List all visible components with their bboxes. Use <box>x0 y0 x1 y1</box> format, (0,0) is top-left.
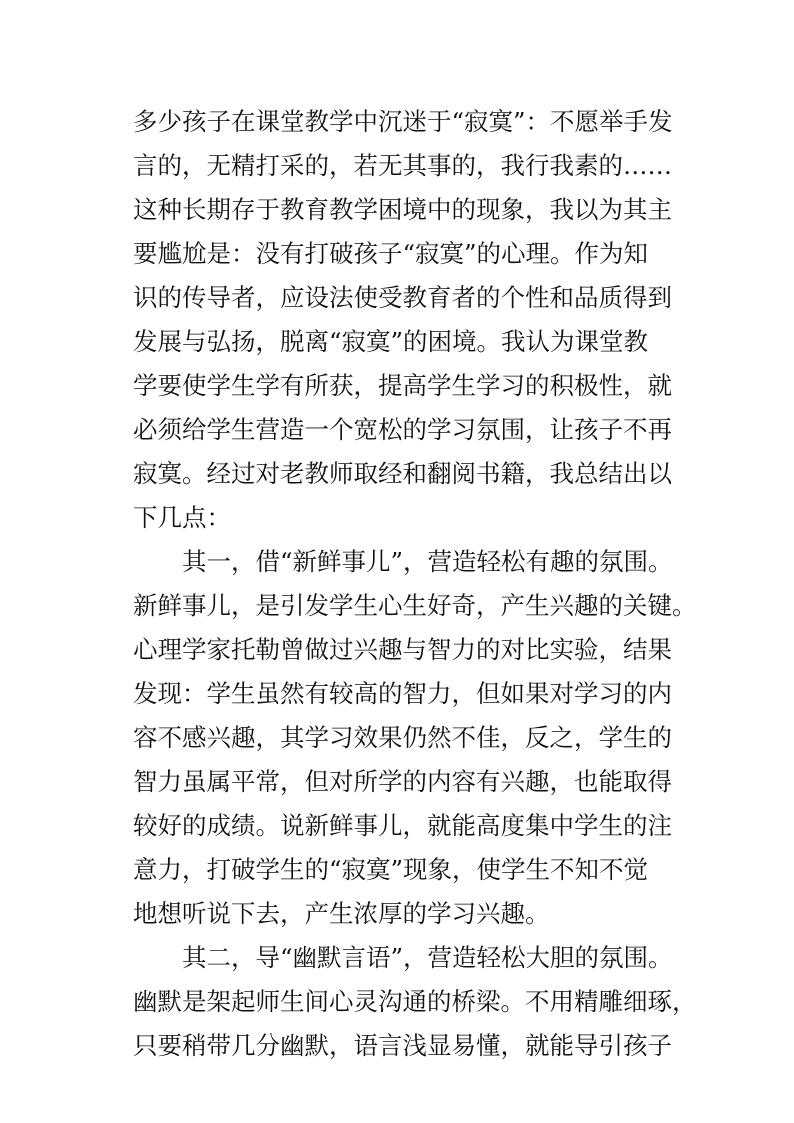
text-line: 意力，打破学生的“寂寞”现象，使学生不知不觉 <box>133 855 649 884</box>
text-line: 多少孩子在课堂教学中沉迷于“寂寞”：不愿举手发 <box>133 107 673 136</box>
paragraph-heading-two: 其二，导“幽默言语”，营造轻松大胆的氛围。 <box>182 943 673 972</box>
text-line: 学要使学生学有所获，提高学生学习的积极性，就 <box>133 371 672 400</box>
text-line: 下几点： <box>133 503 231 532</box>
text-line: 较好的成绩。说新鲜事儿，就能高度集中学生的注 <box>133 811 672 840</box>
text-line: 发现：学生虽然有较高的智力，但如果对学习的内 <box>133 679 672 708</box>
text-line: 心理学家托勒曾做过兴趣与智力的对比实验，结果 <box>133 635 672 664</box>
text-line: 智力虽属平常，但对所学的内容有兴趣，也能取得 <box>133 767 672 796</box>
text-line: 识的传导者，应设法使受教育者的个性和品质得到 <box>133 283 672 312</box>
text-line: 容不感兴趣，其学习效果仍然不佳，反之，学生的 <box>133 723 672 752</box>
text-line: 寂寞。经过对老教师取经和翻阅书籍，我总结出以 <box>133 459 672 488</box>
body-text <box>133 101 697 1069</box>
text-line: 必须给学生营造一个宽松的学习氛围，让孩子不再 <box>133 415 672 444</box>
text-line: 只要稍带几分幽默，语言浅显易懂，就能导引孩子 <box>133 1031 672 1060</box>
paragraph-heading-one: 其一，借“新鲜事儿”，营造轻松有趣的氛围。 <box>182 547 673 576</box>
text-line: 地想听说下去，产生浓厚的学习兴趣。 <box>133 899 550 928</box>
text-line: 新鲜事儿，是引发学生心生好奇，产生兴趣的关键。 <box>133 591 697 620</box>
text-line: 幽默是架起师生间心灵沟通的桥梁。不用精雕细琢， <box>133 987 697 1016</box>
text-line: 言的，无精打采的，若无其事的，我行我素的…… <box>133 151 672 180</box>
text-line: 要尴尬是：没有打破孩子“寂寞”的心理。作为知 <box>133 239 649 268</box>
text-line: 这种长期存于教育教学困境中的现象，我以为其主 <box>133 195 672 224</box>
text-line: 发展与弘扬，脱离“寂寞”的困境。我认为课堂教 <box>133 327 649 356</box>
